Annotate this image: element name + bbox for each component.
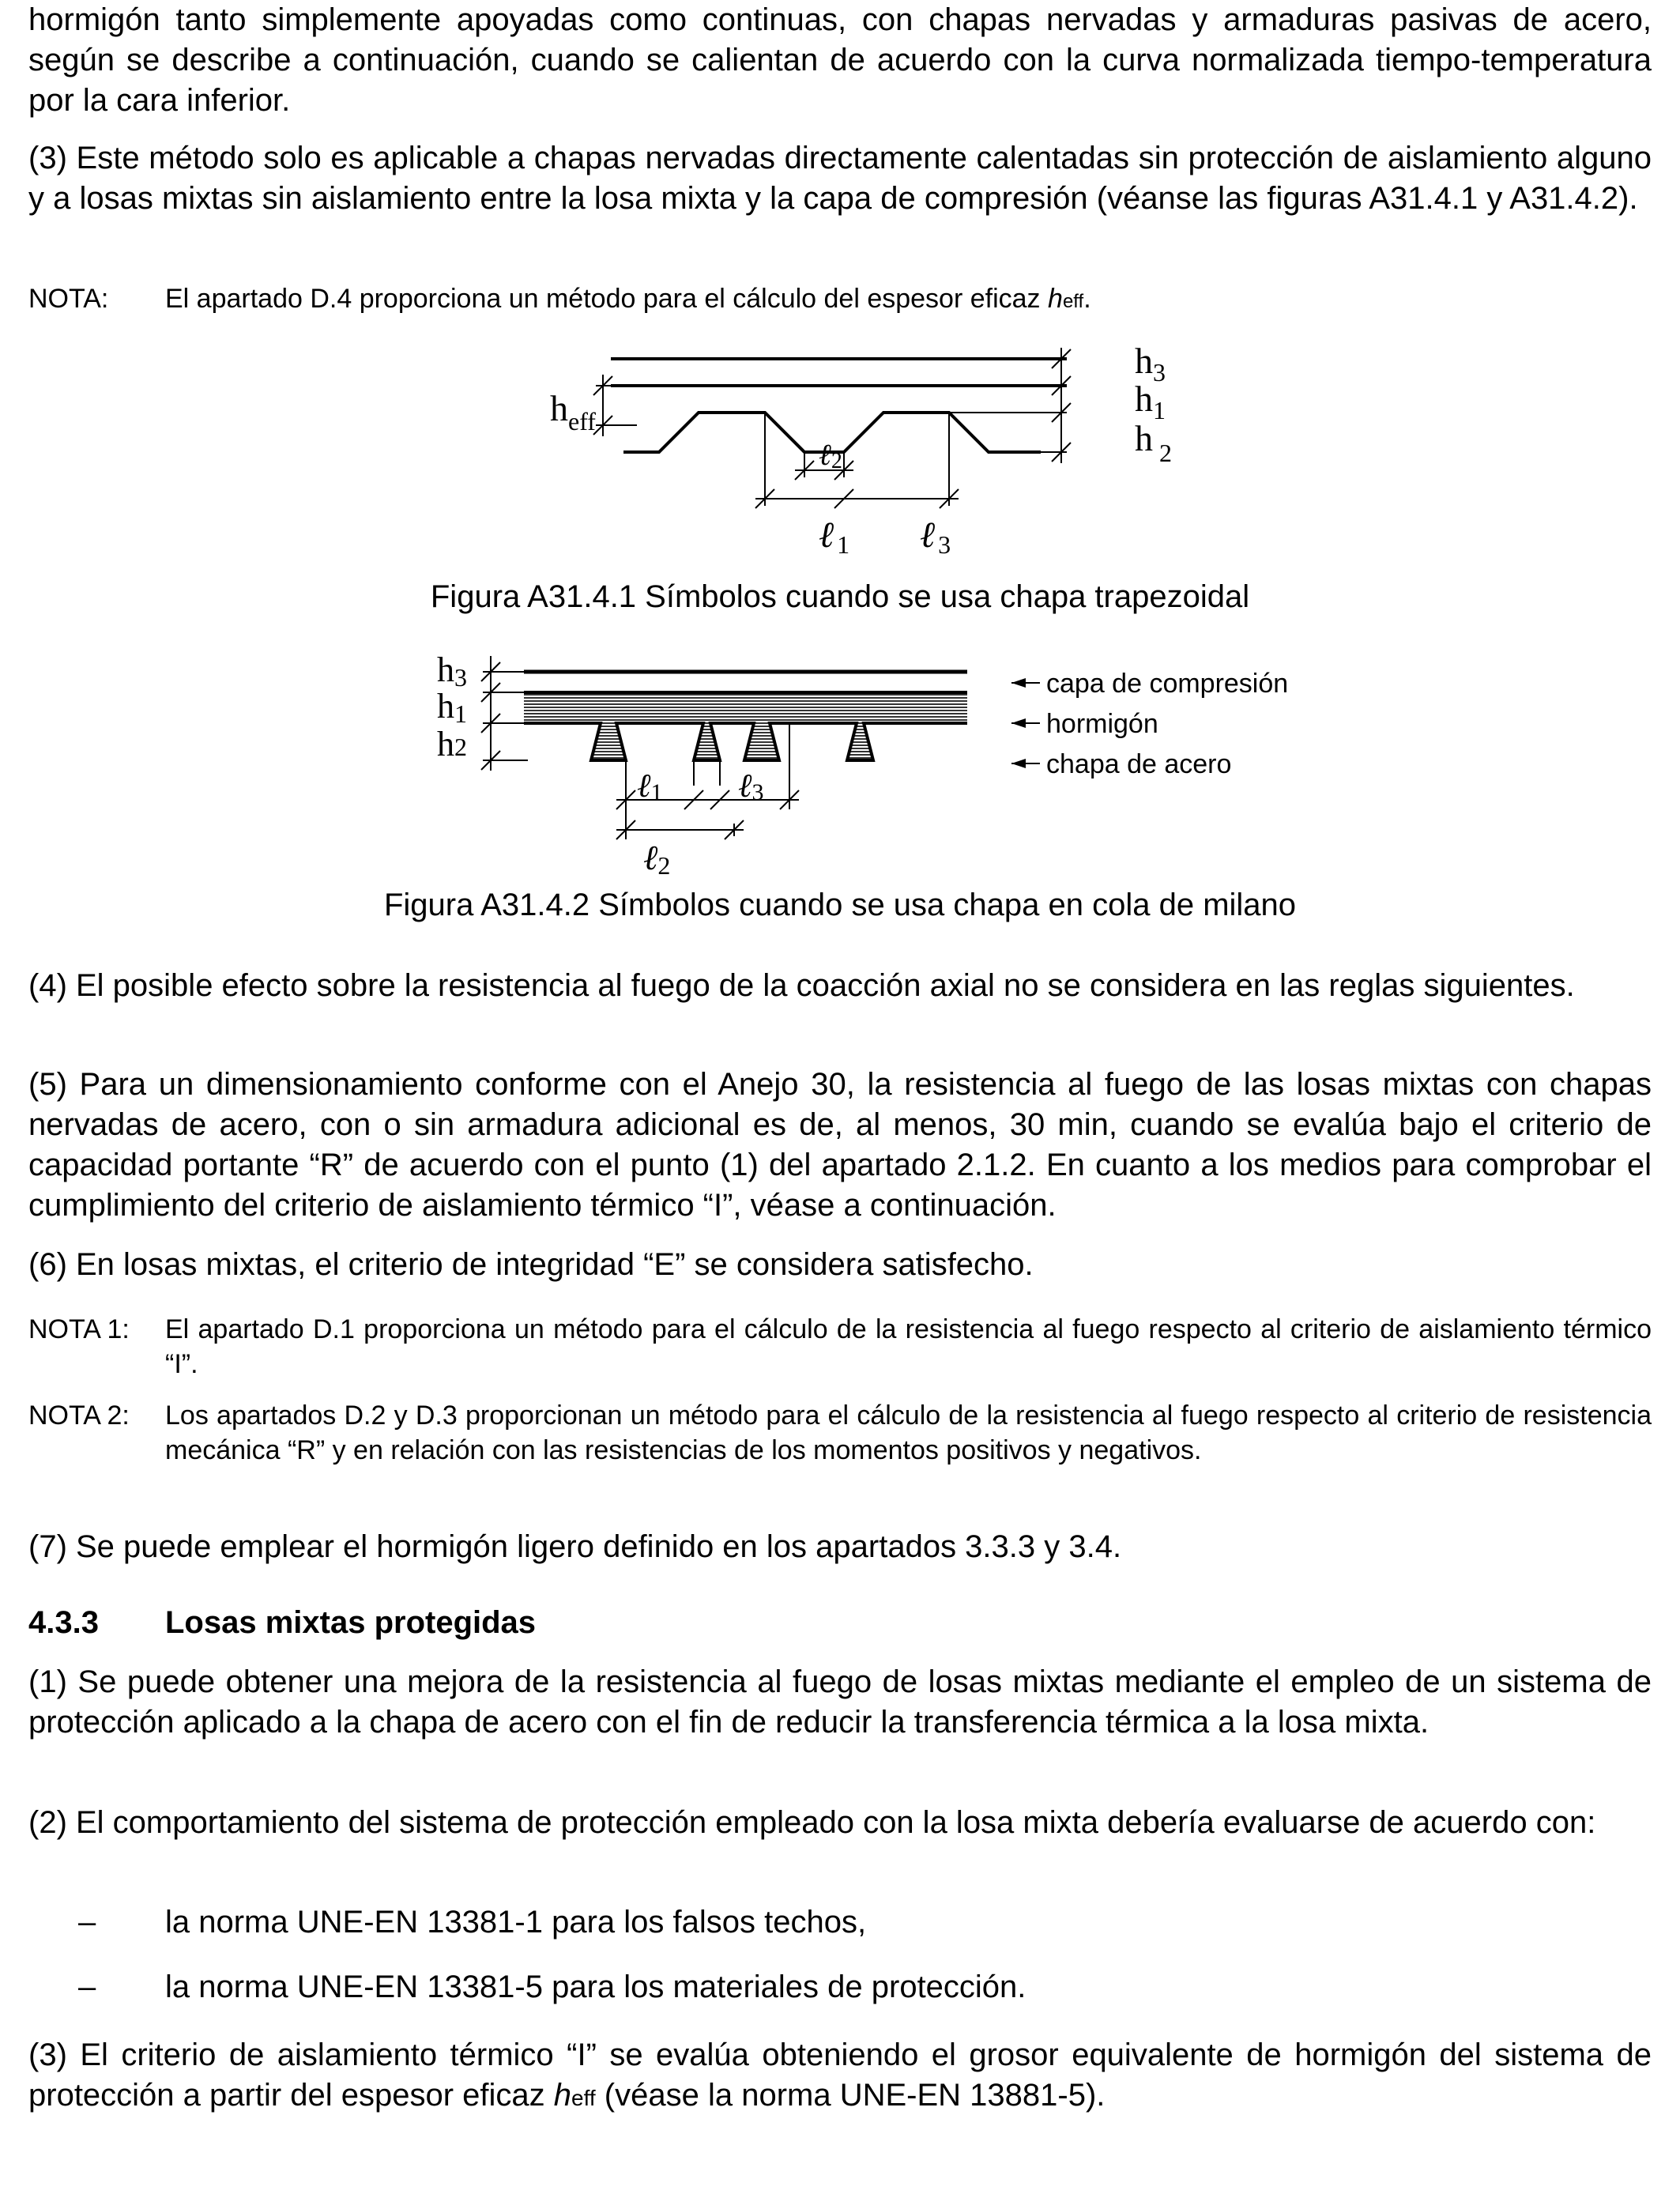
section-heading [28,1603,1652,1642]
figure-1-caption: Figura A31.4.1 Símbolos cuando se usa chapa trapezoidal [430,579,1250,614]
heff-subscript: eff [1062,291,1084,312]
section-paragraph-1: (1) Se puede obtener una mejora de la resistencia al fuego de losas mixtas mediante el empleo de un sistema de protección aplicado a la chapa de acero con el fin de reducir la transferencia térmica a la losa mixta. [28,1664,1652,1740]
label-capa-compresion: capa de compresión [1046,669,1289,699]
nota-2-label: NOTA 2: [28,1400,130,1431]
nota-1 [28,1312,1652,1382]
paragraph-5: (5) Para un dimensionamiento conforme con el Anejo 30, la resistencia al fuego de las losas mixtas con chapas nervadas de acero, con o sin armadura adicional es de, al menos, 30 min, cuando se evalúa bajo el criterio de capacidad portante “R” de acuerdo con el punto (1) del apartado 2.1.2. En cuanto a los medios para comprobar el cumplimiento del criterio de aislamiento térmico “I”, véase a continuación. [28,1067,1652,1223]
list-item-text: la norma UNE-EN 13381-1 para los falsos techos, [165,1905,867,1940]
heff-subscript: eff [571,2086,596,2110]
l3-label: ℓ 3 [920,515,951,559]
nota-2 [28,1398,1652,1468]
paragraph-3: (3) Este método solo es aplicable a chapas nervadas directamente calentadas sin protección de aislamiento alguno y a losas mixtas sin aislamiento entre la losa mixta y la capa de compresión (véanse las figuras A31.4.1 y A31.4.2). [28,141,1652,216]
l3-label: ℓ3 [738,768,764,805]
label-hormigon: hormigón [1046,709,1158,739]
figure-trapezoidal [28,332,1652,569]
nota-1-text: El apartado D.1 proporciona un método para el cálculo de la resistencia al fuego respecto al criterio de aislamiento térmico “I”. [165,1314,1652,1379]
l2-label: ℓ2 [819,439,842,473]
nota-text: El apartado D.4 proporciona un método para el cálculo del espesor eficaz [165,284,1049,314]
label-chapa-acero: chapa de acero [1046,749,1232,779]
heff-label: $h_{eff}$ [550,388,596,435]
nota-label: NOTA: [28,284,109,314]
section-paragraph-3: (3) El criterio de aislamiento térmico “I” se evalúa obteniendo el grosor equivalente de hormigón del sistema de protección a partir del espesor eficaz heff (véase la norma UNE-EN 13881-5). [28,2038,1652,2113]
section-paragraph-2: (2) El comportamiento del sistema de protección empleado con la losa mixta debería evaluarse de acuerdo con: [28,1805,1596,1840]
h2-label: h2 [437,725,467,763]
list-dash: – [78,1905,96,1940]
figure-dovetail [28,640,1652,885]
nota-d4: NOTA: El apartado D.4 proporciona un método para el cálculo del espesor eficaz heff. [28,281,1652,319]
arrow-chapa [1011,759,1040,768]
list-item [28,1902,1652,1942]
paragraph-intro: hormigón tanto simplemente apoyadas como continuas, con chapas nervadas y armaduras pasivas de acero, según se describe a continuación, cuando se calientan de acuerdo con la curva normalizada tiempo-temperatura por la cara inferior. [28,2,1652,118]
section-number: 4.3.3 [28,1605,99,1640]
h3-label: h3 [437,650,467,692]
arrow-capa [1011,678,1040,688]
list-dash: – [78,1970,96,2004]
h1-label: $h_1$ [1135,379,1166,424]
list-item [28,1967,1652,2007]
paragraph-4: (4) El posible efecto sobre la resistencia al fuego de la coacción axial no se considera en las reglas siguientes. [28,968,1575,1003]
paragraph-7: (7) Se puede emplear el hormigón ligero definido en los apartados 3.3.3 y 3.4. [28,1529,1122,1564]
nota-2-text: Los apartados D.2 y D.3 proporcionan un método para el cálculo de la resistencia al fuego respecto al criterio de resistencia mecánica “R” y en relación con las resistencias de los momentos positivos y negativos. [165,1400,1652,1465]
l1-label: ℓ 1 [819,515,850,559]
h3-label: $h_3$ [1135,341,1166,386]
l1-label: ℓ1 [637,768,663,805]
heff-symbol: h [1048,284,1063,314]
h2-label: h $_2$ [1135,418,1172,467]
nota-1-label: NOTA 1: [28,1314,130,1344]
heff-symbol: h [553,2078,572,2113]
h1-label: h1 [437,687,467,728]
arrow-hormigon [1011,718,1040,728]
section-title: Losas mixtas protegidas [165,1605,537,1640]
figure-2-caption: Figura A31.4.2 Símbolos cuando se usa chapa en cola de milano [383,888,1297,922]
paragraph-6: (6) En losas mixtas, el criterio de integridad “E” se considera satisfecho. [28,1247,1034,1282]
list-item-text: la norma UNE-EN 13381-5 para los materiales de protección. [165,1970,1026,2004]
l2-label: ℓ2 [643,839,671,880]
